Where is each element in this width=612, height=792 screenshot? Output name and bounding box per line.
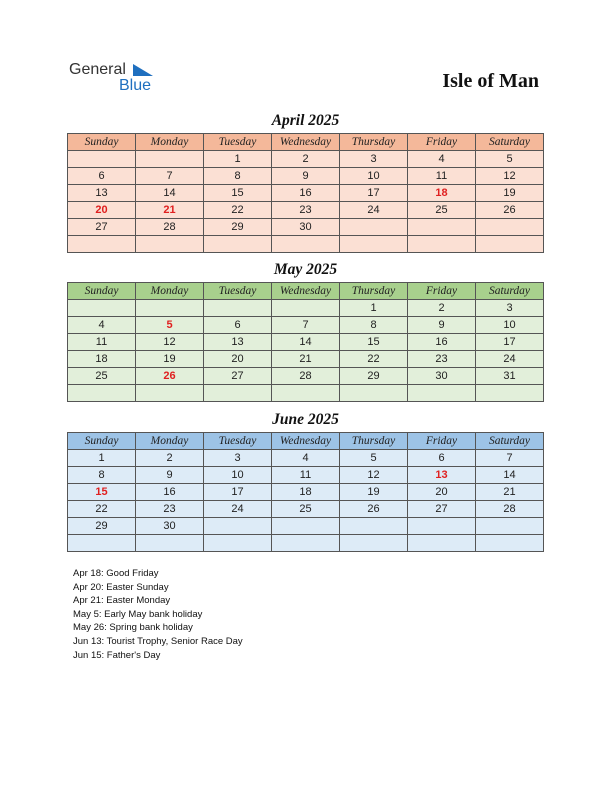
holiday-item: May 26: Spring bank holiday	[73, 622, 193, 634]
day-cell	[272, 518, 340, 535]
week-row	[68, 317, 544, 334]
day-cell	[136, 300, 204, 317]
day-cell: 9	[408, 317, 476, 334]
day-cell: 9	[272, 168, 340, 185]
week-row	[68, 535, 544, 552]
day-cell: 17	[476, 334, 544, 351]
day-cell: 15	[68, 484, 136, 501]
holiday-item: Apr 20: Easter Sunday	[73, 581, 169, 593]
weekday-header: Thursday	[340, 134, 408, 151]
holiday-item: Apr 21: Easter Monday	[73, 595, 171, 607]
weekday-header: Sunday	[68, 283, 136, 300]
week-row	[68, 151, 544, 168]
holiday-list	[73, 567, 243, 662]
day-cell: 24	[204, 501, 272, 518]
day-cell: 30	[272, 219, 340, 236]
day-cell: 24	[340, 202, 408, 219]
day-cell: 5	[136, 317, 204, 334]
day-cell	[68, 535, 136, 552]
day-cell: 12	[340, 467, 408, 484]
day-cell	[408, 219, 476, 236]
day-cell: 20	[204, 351, 272, 368]
week-row	[68, 334, 544, 351]
day-cell	[68, 300, 136, 317]
weekday-header: Wednesday	[272, 283, 340, 300]
week-row	[68, 300, 544, 317]
day-cell: 14	[136, 185, 204, 202]
day-cell: 23	[136, 501, 204, 518]
day-cell: 31	[476, 368, 544, 385]
day-cell: 27	[408, 501, 476, 518]
weekday-header: Tuesday	[204, 433, 272, 450]
day-cell: 21	[136, 202, 204, 219]
day-cell: 13	[204, 334, 272, 351]
week-row	[68, 236, 544, 253]
week-row	[68, 484, 544, 501]
day-cell	[476, 236, 544, 253]
day-cell	[68, 236, 136, 253]
day-cell: 11	[272, 467, 340, 484]
week-row	[68, 467, 544, 484]
day-cell: 10	[204, 467, 272, 484]
day-cell	[340, 518, 408, 535]
day-cell: 4	[272, 450, 340, 467]
day-cell: 15	[204, 185, 272, 202]
day-cell	[340, 385, 408, 402]
day-cell: 30	[136, 518, 204, 535]
day-cell	[272, 236, 340, 253]
day-cell: 19	[136, 351, 204, 368]
day-cell: 25	[272, 501, 340, 518]
week-row	[68, 518, 544, 535]
logo-text-general: General	[69, 61, 126, 78]
day-cell: 2	[136, 450, 204, 467]
day-cell	[272, 385, 340, 402]
weekday-header: Thursday	[340, 283, 408, 300]
weekday-header: Wednesday	[272, 134, 340, 151]
weekday-header: Thursday	[340, 433, 408, 450]
day-cell: 10	[476, 317, 544, 334]
day-cell: 23	[408, 351, 476, 368]
day-cell: 26	[476, 202, 544, 219]
day-cell: 13	[68, 185, 136, 202]
day-cell	[136, 385, 204, 402]
day-cell	[408, 535, 476, 552]
weekday-header: Monday	[136, 283, 204, 300]
day-cell: 28	[136, 219, 204, 236]
day-cell: 30	[408, 368, 476, 385]
day-cell: 29	[68, 518, 136, 535]
weekday-header: Saturday	[476, 433, 544, 450]
day-cell	[204, 236, 272, 253]
day-cell	[476, 518, 544, 535]
day-cell: 11	[408, 168, 476, 185]
day-cell: 3	[340, 151, 408, 168]
month-title-april: April 2025	[271, 112, 340, 129]
day-cell: 12	[136, 334, 204, 351]
day-cell: 8	[68, 467, 136, 484]
month-title-may: May 2025	[273, 261, 338, 278]
day-cell: 18	[408, 185, 476, 202]
weekday-header-row	[68, 433, 544, 450]
day-cell: 16	[272, 185, 340, 202]
week-row	[68, 501, 544, 518]
day-cell	[136, 151, 204, 168]
weekday-header: Monday	[136, 433, 204, 450]
day-cell: 16	[136, 484, 204, 501]
weekday-header: Tuesday	[204, 283, 272, 300]
day-cell: 27	[68, 219, 136, 236]
day-cell: 11	[68, 334, 136, 351]
day-cell: 18	[272, 484, 340, 501]
day-cell: 23	[272, 202, 340, 219]
day-cell	[272, 535, 340, 552]
weekday-header: Friday	[408, 134, 476, 151]
day-cell: 6	[408, 450, 476, 467]
country-title: Isle of Man	[442, 70, 539, 92]
month-title-june: June 2025	[272, 411, 339, 428]
day-cell	[68, 151, 136, 168]
weekday-header: Saturday	[476, 283, 544, 300]
day-cell	[272, 300, 340, 317]
day-cell: 10	[340, 168, 408, 185]
day-cell: 7	[272, 317, 340, 334]
day-cell: 8	[204, 168, 272, 185]
day-cell: 15	[340, 334, 408, 351]
day-cell: 1	[68, 450, 136, 467]
day-cell: 27	[204, 368, 272, 385]
day-cell: 26	[136, 368, 204, 385]
calendar-june	[67, 432, 544, 552]
weekday-header: Monday	[136, 134, 204, 151]
day-cell: 22	[204, 202, 272, 219]
day-cell: 7	[136, 168, 204, 185]
day-cell: 4	[408, 151, 476, 168]
day-cell	[476, 219, 544, 236]
weekday-header-row	[68, 283, 544, 300]
day-cell: 25	[68, 368, 136, 385]
day-cell: 4	[68, 317, 136, 334]
day-cell: 17	[204, 484, 272, 501]
generalblue-logo	[69, 60, 164, 96]
logo-flag-icon	[133, 64, 153, 76]
holiday-item: May 5: Early May bank holiday	[73, 608, 203, 620]
day-cell	[68, 385, 136, 402]
day-cell: 22	[340, 351, 408, 368]
day-cell: 3	[476, 300, 544, 317]
day-cell: 2	[408, 300, 476, 317]
day-cell: 14	[272, 334, 340, 351]
day-cell	[476, 385, 544, 402]
day-cell	[340, 219, 408, 236]
holiday-item: Apr 18: Good Friday	[73, 568, 159, 579]
day-cell	[204, 535, 272, 552]
day-cell	[340, 535, 408, 552]
week-row	[68, 368, 544, 385]
day-cell: 1	[340, 300, 408, 317]
logo-text-blue: Blue	[119, 77, 152, 94]
day-cell: 8	[340, 317, 408, 334]
day-cell	[204, 385, 272, 402]
day-cell	[408, 385, 476, 402]
day-cell: 21	[272, 351, 340, 368]
holiday-item: Jun 13: Tourist Trophy, Senior Race Day	[73, 635, 243, 647]
day-cell: 12	[476, 168, 544, 185]
day-cell: 16	[408, 334, 476, 351]
weekday-header: Saturday	[476, 134, 544, 151]
week-row	[68, 219, 544, 236]
day-cell: 13	[408, 467, 476, 484]
day-cell	[476, 535, 544, 552]
weekday-header: Friday	[408, 433, 476, 450]
weekday-header: Wednesday	[272, 433, 340, 450]
day-cell	[204, 518, 272, 535]
weekday-header: Sunday	[68, 134, 136, 151]
day-cell: 29	[340, 368, 408, 385]
day-cell: 25	[408, 202, 476, 219]
day-cell	[136, 236, 204, 253]
week-row	[68, 185, 544, 202]
week-row	[68, 202, 544, 219]
day-cell: 28	[272, 368, 340, 385]
day-cell: 9	[136, 467, 204, 484]
day-cell: 21	[476, 484, 544, 501]
day-cell	[204, 300, 272, 317]
day-cell: 6	[204, 317, 272, 334]
week-row	[68, 450, 544, 467]
week-row	[68, 168, 544, 185]
weekday-header: Tuesday	[204, 134, 272, 151]
day-cell: 22	[68, 501, 136, 518]
week-row	[68, 385, 544, 402]
weekday-header: Friday	[408, 283, 476, 300]
day-cell: 17	[340, 185, 408, 202]
week-row	[68, 351, 544, 368]
day-cell: 5	[340, 450, 408, 467]
day-cell: 2	[272, 151, 340, 168]
day-cell: 5	[476, 151, 544, 168]
day-cell: 19	[476, 185, 544, 202]
day-cell: 18	[68, 351, 136, 368]
day-cell: 14	[476, 467, 544, 484]
day-cell: 19	[340, 484, 408, 501]
day-cell	[340, 236, 408, 253]
calendar-april	[67, 133, 544, 253]
day-cell: 20	[68, 202, 136, 219]
day-cell: 20	[408, 484, 476, 501]
day-cell: 26	[340, 501, 408, 518]
day-cell: 6	[68, 168, 136, 185]
day-cell: 3	[204, 450, 272, 467]
day-cell: 1	[204, 151, 272, 168]
day-cell: 29	[204, 219, 272, 236]
holiday-item: Jun 15: Father's Day	[73, 649, 161, 661]
day-cell	[408, 518, 476, 535]
day-cell	[408, 236, 476, 253]
calendar-may	[67, 282, 544, 402]
weekday-header-row	[68, 134, 544, 151]
day-cell: 24	[476, 351, 544, 368]
day-cell	[136, 535, 204, 552]
day-cell: 28	[476, 501, 544, 518]
weekday-header: Sunday	[68, 433, 136, 450]
day-cell: 7	[476, 450, 544, 467]
